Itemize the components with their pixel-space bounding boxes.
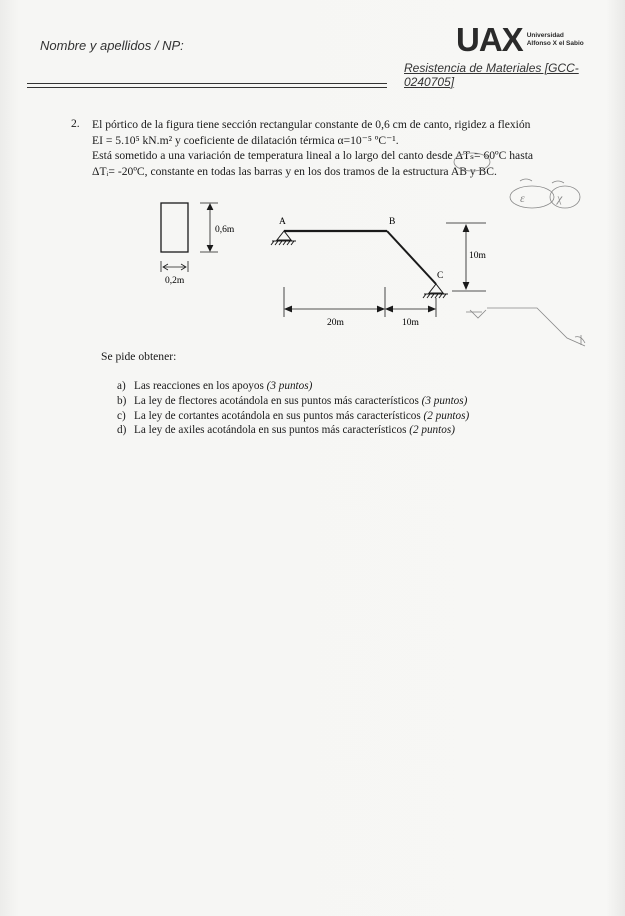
logo-sub-line1: Universidad [526, 31, 564, 39]
problem-line-4: ΔTᵢ= -20ºC, constante en todas las barras y en los dos tramos de la estructura AB y BC. [92, 164, 497, 178]
support-a-icon [271, 231, 296, 245]
name-label: Nombre y apellidos / NP: [40, 38, 184, 53]
list-item: c) La ley de cortantes acotándola en sus puntos más característicos (2 puntos) [117, 409, 470, 422]
span2-label: 10m [402, 318, 419, 328]
span1-label: 20m [327, 318, 344, 328]
problem-line-1: El pórtico de la figura tiene sección rectangular constante de 0,6 cm de canto, rigidez a flexión [92, 118, 531, 131]
bar-bc [387, 231, 436, 284]
list-item: d) La ley de axiles acotándola en sus puntos más característicos (2 puntos) [117, 424, 455, 437]
section-width-label: 0,2m [165, 276, 185, 286]
request-list [117, 379, 469, 438]
support-c-icon [423, 284, 448, 298]
node-a-label: A [279, 217, 286, 227]
height-label: 10m [469, 251, 486, 261]
svg-text:ε: ε [520, 191, 525, 205]
cross-section [161, 203, 218, 272]
section-height-label: 0,6m [215, 225, 235, 235]
section-rectangle [161, 203, 188, 252]
course-title: Resistencia de Materiales [GCC-0240705] [404, 61, 579, 89]
node-b-label: B [389, 217, 396, 227]
frame-members [284, 231, 436, 284]
handwritten-notes [454, 153, 585, 346]
problem-line-2: EI = 5.10⁵ kN.m² y coeficiente de dilatación térmica α=10⁻⁵ ºC⁻¹. [92, 133, 399, 147]
logo-mark: UAX [456, 21, 523, 58]
request-intro: Se pide obtener: [101, 350, 177, 363]
node-c-label: C [437, 271, 444, 281]
problem-line-3: Está sometido a una variación de temperatura lineal a lo largo del canto desde ΔTₛ= 60ºC hasta [92, 149, 534, 162]
list-item: a) Las reacciones en los apoyos (3 puntos) [117, 380, 313, 392]
list-item: b) La ley de flectores acotándola en sus puntos más característicos (3 puntos) [117, 394, 468, 407]
problem-number: 2. [71, 117, 80, 130]
span-dimensions [284, 287, 436, 317]
svg-text:χ: χ [557, 191, 563, 205]
logo-sub-line2: Alfonso X el Sabio [526, 39, 584, 47]
